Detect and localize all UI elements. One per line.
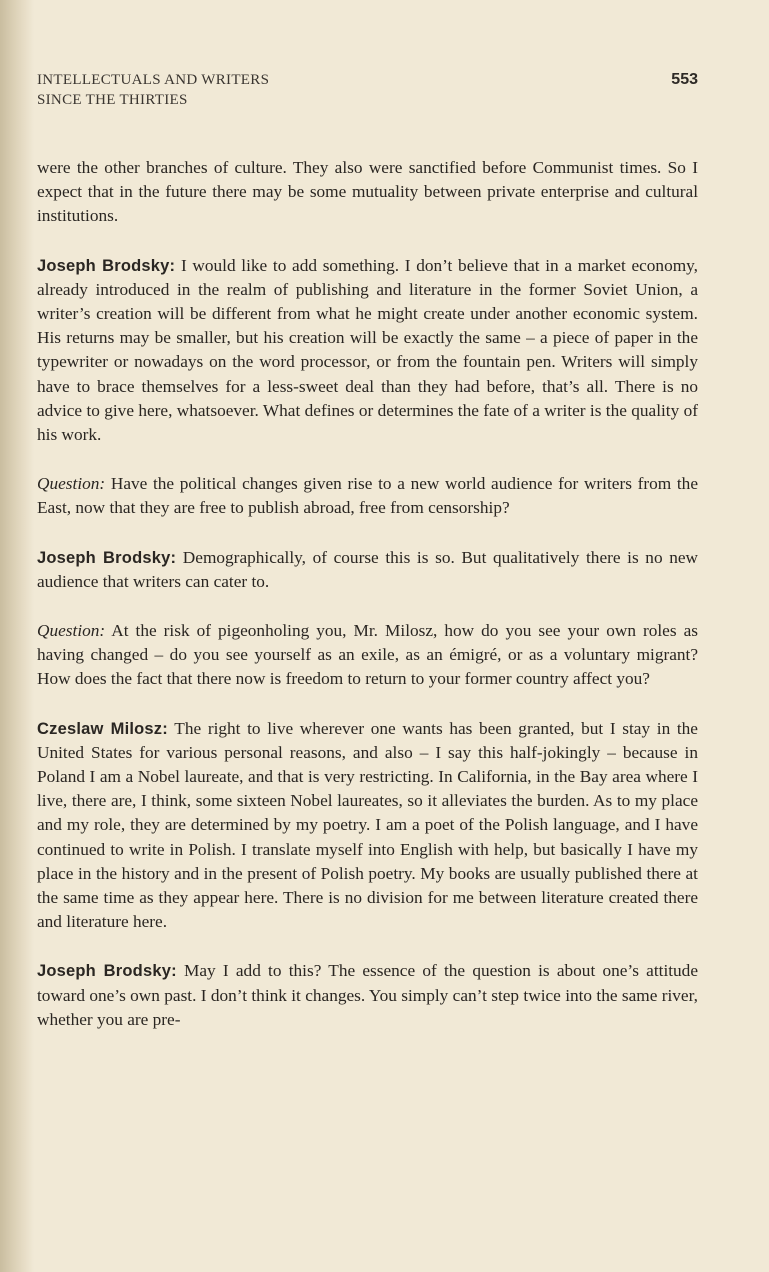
paragraph (37, 717, 698, 935)
question-label: Question: (37, 474, 106, 494)
paragraph (37, 472, 698, 520)
running-head (37, 70, 698, 114)
paragraph-text: At the risk of pigeonholing you, Mr. Milosz, how do you see your own roles as having changed – do you see yourself as an exile, as an émigré, or as a voluntary migrant? How does the fact that there now is freedom to return to your former country affect you? (37, 621, 698, 689)
paragraph-text: May I add to this? The essence of the question is about one’s attitude toward one’s own past. I don’t think it changes. You simply can’t step twice into the same river, whether you are pre- (37, 961, 698, 1029)
running-title-line-2: SINCE THE THIRTIES (37, 92, 188, 108)
paragraph (37, 254, 698, 448)
paragraph (37, 546, 698, 594)
paragraph (37, 156, 698, 229)
paragraph-text: were the other branches of culture. They also were sanctified before Communist times. So I expect that in the future there may be some mutuality between private enterprise and cultural institutions. (37, 158, 698, 226)
paragraph (37, 619, 698, 692)
paragraph-text: I would like to add something. I don’t believe that in a market economy, already introduced in the realm of publishing and literature in the former Soviet Union, a writer’s creation will be different from what he might create under another economic system. His returns may be smaller, but his creation will be exactly the same – a piece of paper in the typewriter or nowadays on the word processor, or from the fountain pen. Writers will simply have to brace themselves for a less-sweet deal than they had before, that’s all. There is no advice to give here, whatsoever. What defines or determines the fate of a writer is the quality of his work. (37, 255, 698, 445)
book-page (37, 70, 698, 1057)
page-number: 553 (671, 71, 698, 88)
speaker-name: Czeslaw Milosz: (37, 719, 168, 738)
body-text (37, 156, 698, 1032)
page-gutter-shadow (0, 0, 34, 1272)
speaker-name: Joseph Brodsky: (37, 962, 177, 981)
paragraph-text: The right to live wherever one wants has been granted, but I stay in the United States for various personal reasons, and also – I say this half-jokingly – because in Poland I am a Nobel laureate, and that is very restricting. In California, in the Bay area where I live, there are, I think, some sixteen Nobel laureates, so it alleviates the burden. As to my place and my role, they are determined by my poetry. I am a poet of the Polish language, and I have continued to write in Polish. I translate myself into English with help, but basically I have my place in the history and in the present of Polish poetry. My books are usually published there at the same time as they appear here. There is no division for me between literature created there and literature here. (37, 718, 698, 932)
speaker-name: Joseph Brodsky: (37, 548, 177, 567)
running-title-line-1: INTELLECTUALS AND WRITERS (37, 72, 270, 88)
paragraph-text: Demographically, of course this is so. But qualitatively there is no new audience that writers can cater to. (37, 547, 699, 591)
speaker-name: Joseph Brodsky: (37, 256, 176, 275)
running-title (37, 70, 269, 110)
paragraph (37, 959, 698, 1032)
paragraph-text: Have the political changes given rise to a new world audience for writers from the East, now that they are free to publish abroad, free from censorship? (37, 474, 698, 518)
question-label: Question: (37, 621, 106, 641)
